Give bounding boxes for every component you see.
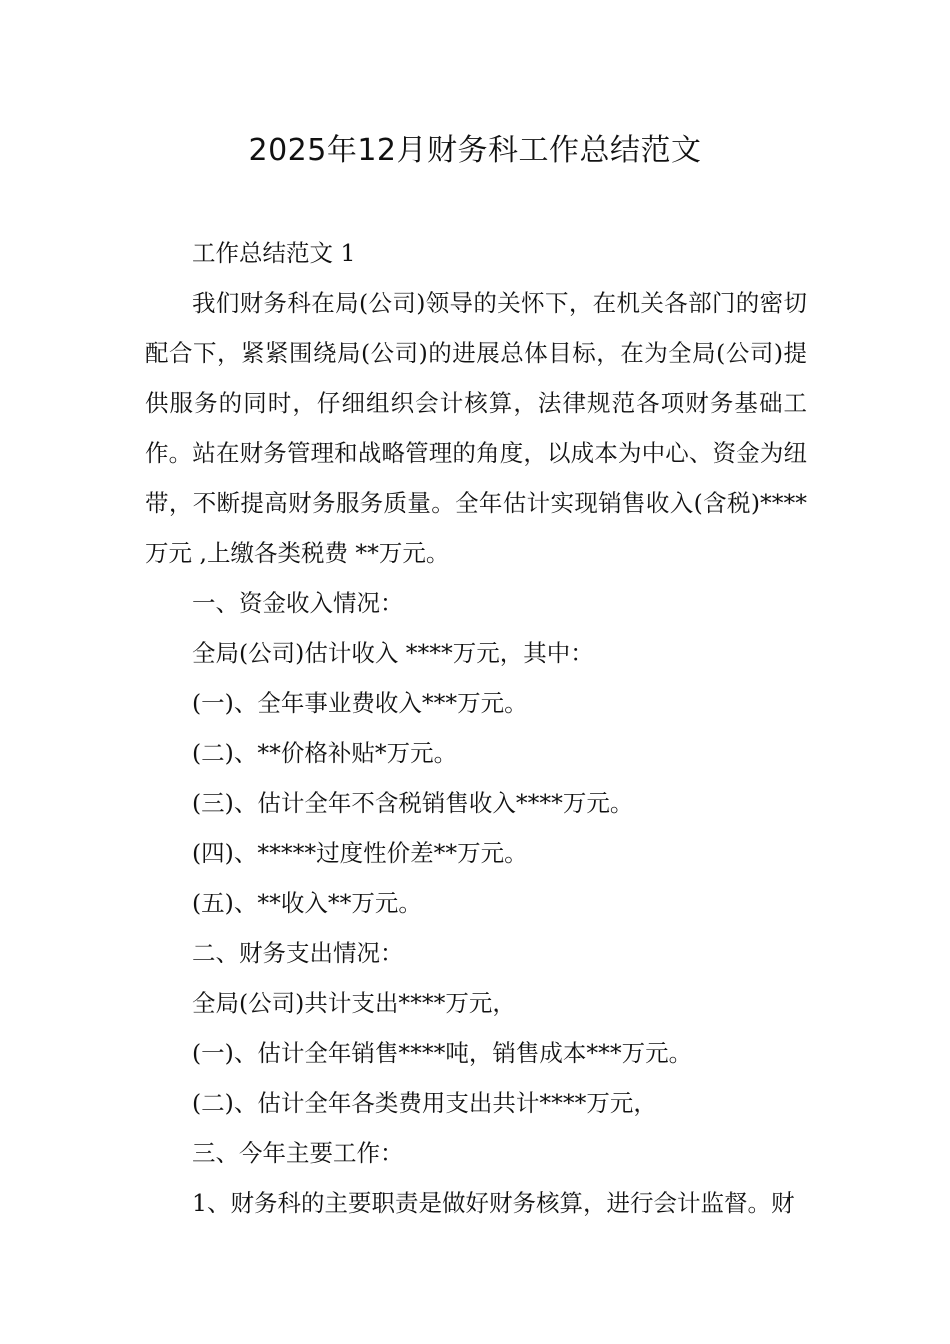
paragraph-work-item-1: 1、财务科的主要职责是做好财务核算，进行会计监督。财 — [192, 1189, 795, 1217]
paragraph-work-heading: 三、今年主要工作： — [192, 1139, 404, 1167]
paragraph-income-total: 全局(公司)估计收入 ****万元，其中： — [192, 639, 594, 667]
document-title: 2025年12月财务科工作总结范文 — [248, 133, 702, 168]
paragraph-income-item-2: (二)、**价格补贴*万元。 — [192, 739, 458, 767]
paragraph-section-heading: 工作总结范文 1 — [192, 239, 356, 267]
paragraph-intro: 我们财务科在局(公司)领导的关怀下，在机关各部门的密切配合下，紧紧围绕局(公司)的进展总体目标，在为全局(公司)提供服务的同时，仔细组织会计核算，法律规范各项财务基础工作。站在财务管理和战略管理的角度，以成本为中心、资金为纽带，不断提高财务服务质量。全年估计实现销售收入(含税)****万元 ,上缴各类税费 **万元。 — [145, 289, 807, 567]
paragraph-expense-total: 全局(公司)共计支出****万元， — [192, 989, 516, 1017]
document-body — [145, 228, 807, 1228]
paragraph-income-item-3: (三)、估计全年不含税销售收入****万元。 — [192, 789, 634, 817]
paragraph-income-heading: 一、资金收入情况： — [192, 589, 404, 617]
paragraph-expense-heading: 二、财务支出情况： — [192, 939, 404, 967]
paragraph-income-item-1: (一)、全年事业费收入***万元。 — [192, 689, 528, 717]
paragraph-expense-item-2: (二)、估计全年各类费用支出共计****万元， — [192, 1089, 657, 1117]
paragraph-expense-item-1: (一)、估计全年销售****吨，销售成本***万元。 — [192, 1039, 693, 1067]
paragraph-income-item-5: (五)、**收入**万元。 — [192, 889, 422, 917]
paragraph-income-item-4: (四)、*****过度性价差**万元。 — [192, 839, 528, 867]
